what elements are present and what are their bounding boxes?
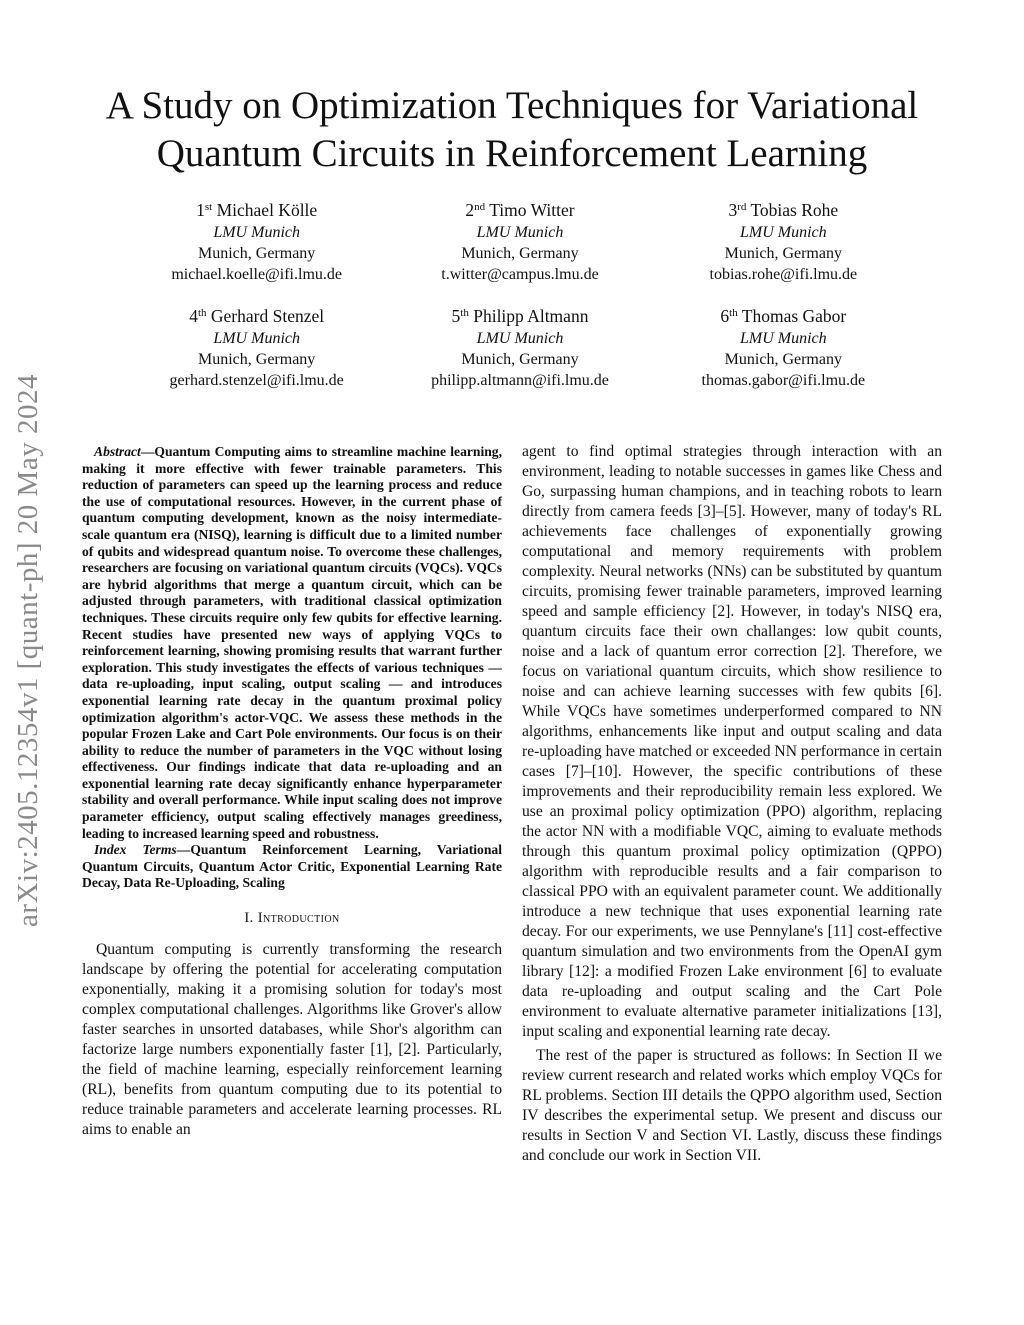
author-2-name: Timo Witter <box>489 200 575 220</box>
author-5-affiliation: LMU Munich <box>476 330 564 347</box>
author-2-sup: nd <box>474 201 486 213</box>
author-2-affiliation: LMU Munich <box>476 224 564 241</box>
author-3-name: Tobias Rohe <box>750 200 839 220</box>
author-4-location: Munich, Germany <box>198 351 316 368</box>
author-3-location: Munich, Germany <box>724 245 842 262</box>
author-4-affiliation: LMU Munich <box>213 330 300 347</box>
author-4-sup: th <box>197 307 207 319</box>
author-3 <box>652 198 915 285</box>
author-1-sup: st <box>204 201 213 213</box>
left-column <box>82 444 502 1140</box>
intro-paragraph-2: agent to find optimal strategies through interaction with an environment, leading to notable successes in games like Chess and Go, surpassing human champions, and in teaching robots to learn directly from camera feeds [3]–[5]. However, many of today's RL achievements face challenges of exponentially growing computational and memory requirements with problem complexity. Neural networks (NNs) can be substituted by quantum circuits, promising fewer trainable parameters, improved learning speed and sample efficiency [2]. However, in today's NISQ era, quantum circuits face their own challanges: low qubit counts, noise and a lack of quantum error correction [2]. Therefore, we focus on variational quantum circuits, which show resilience to noise and can achieve learning successes with few qubits [6]. While VQCs have sometimes underperformed compared to NN algorithms, enhancements like input and output scaling and data re-uploading have matched or exceeded NN performance in certain cases [7]–[10]. However, the specific contributions of these improvements and their reproducibility remain less explored. We use an proximal policy optimization (PPO) algorithm, replacing the actor NN with a modifiable VQC, aiming to evaluate methods through this quantum proximal policy optimization (QPPO) algorithm with reproducible results and a fair comparison to classical PPO with an equivalent parameter count. We additionally introduce a new technique that uses exponential learning rate decay. For our experiments, we use Pennylane's [11] cost-effective quantum simulation and two environments from the OpenAI gym library [12]: a modified Frozen Lake environment [6] to evaluate data re-uploading and output scaling and the Cart Pole environment to evaluate alternative parameter initializations [13], input scaling and exponential learning rate decay. <box>522 443 942 1040</box>
author-1-ord: 1 <box>196 200 205 220</box>
author-1-affiliation: LMU Munich <box>213 224 300 241</box>
arxiv-id-text: arXiv:2405.12354v1 [quant-ph] 20 May 2024 <box>11 373 44 927</box>
abstract-dash: — <box>140 444 155 459</box>
author-5-email: philipp.altmann@ifi.lmu.de <box>431 372 609 389</box>
author-2-ord: 2 <box>465 200 475 220</box>
author-1-email: michael.koelle@ifi.lmu.de <box>171 266 342 283</box>
author-6-email: thomas.gabor@ifi.lmu.de <box>701 372 866 389</box>
author-1-location: Munich, Germany <box>198 245 316 262</box>
author-5-sup: th <box>460 307 469 319</box>
author-6 <box>652 304 915 391</box>
author-5-name: Philipp Altmann <box>473 306 589 326</box>
author-block <box>125 198 915 391</box>
author-2 <box>388 198 651 285</box>
title-line-1: A Study on Optimization Techniques for Variational <box>105 84 919 127</box>
author-4-email: gerhard.stenzel@ifi.lmu.de <box>169 372 344 389</box>
abstract-label: Abstract <box>94 444 141 459</box>
author-6-sup: th <box>729 307 738 319</box>
author-6-location: Munich, Germany <box>724 351 842 368</box>
author-3-sup: rd <box>737 201 747 213</box>
author-1-name: Michael Kölle <box>216 200 318 220</box>
section-title: Introduction <box>257 910 340 927</box>
author-5 <box>388 304 651 391</box>
index-terms-dash: — <box>176 842 191 858</box>
author-3-ord: 3 <box>728 200 738 220</box>
section-number: I. <box>244 910 254 927</box>
author-5-location: Munich, Germany <box>461 351 579 368</box>
author-2-email: t.witter@campus.lmu.de <box>441 266 599 283</box>
author-3-affiliation: LMU Munich <box>740 224 827 241</box>
intro-paragraph-1: Quantum computing is currently transforming the research landscape by offering the potential for accelerating computation exponentially, making it a promising solution for today's most complex computational challenges. Algorithms like Grover's allow faster searches in unsorted databases, while Shor's algorithm can factorize large numbers exponentially faster [1], [2]. Particularly, the field of machine learning, especially reinforcement learning (RL), benefits from quantum computing due to its potential to reduce trainable parameters and accelerate learning processes. RL aims to enable an <box>82 941 502 1139</box>
intro-paragraph-3: The rest of the paper is structured as follows: In Section II we review current research and related works which employ VQCs for RL problems. Section III details the QPPO algorithm used, Section IV describes the experimental setup. We present and discuss our results in Section V and Section VI. Lastly, discuss these findings and conclude our work in Section VII. <box>522 1047 942 1164</box>
author-6-name: Thomas Gabor <box>741 306 847 326</box>
right-column <box>522 442 942 1166</box>
author-4-ord: 4 <box>189 306 198 326</box>
paper-title <box>60 82 964 178</box>
author-4-name: Gerhard Stenzel <box>210 306 325 326</box>
author-2-location: Munich, Germany <box>461 245 579 262</box>
abstract-text: Quantum Computing aims to streamline machine learning, making it more effective with fewer trainable parameters. This reduction of parameters can speed up the learning process and reduce the use of computational resources. However, in the current phase of quantum computing development, known as the noisy intermediate-scale quantum era (NISQ), learning is difficult due to a limited number of qubits and widespread quantum noise. To overcome these challenges, researchers are focusing on variational quantum circuits (VQCs). VQCs are hybrid algorithms that merge a quantum circuit, which can be adjusted through parameters, with traditional classical optimization techniques. These circuits require only few qubits for effective learning. Recent studies have presented new ways of applying VQCs to reinforcement learning, showing promising results that warrant further exploration. This study investigates the effects of various techniques — data re-uploading, input scaling, output scaling — and introduces exponential learning rate decay in the quantum proximal policy optimization algorithm's actor-VQC. We assess these methods in the popular Frozen Lake and Cart Pole environments. Our focus is on their ability to reduce the number of parameters in the VQC without losing effectiveness. Our findings indicate that data re-uploading and an exponential learning rate decay significantly enhance hyperparameter stability and overall performance. While input scaling does not improve parameter efficiency, output scaling effectively manages greediness, leading to increased learning speed and robustness. <box>82 444 502 841</box>
abstract <box>82 444 502 842</box>
index-terms-text: Quantum Reinforcement Learning, Variational Quantum Circuits, Quantum Actor Critic, Exponential Learning Rate Decay, Data Re-Uploading, Scaling <box>82 842 502 891</box>
arxiv-identifier-stamp <box>6 330 50 970</box>
author-4 <box>125 304 388 391</box>
section-heading-introduction <box>82 910 502 927</box>
author-1 <box>125 198 388 285</box>
author-3-email: tobias.rohe@ifi.lmu.de <box>709 266 858 283</box>
author-6-ord: 6 <box>720 306 730 326</box>
index-terms <box>82 842 502 892</box>
title-line-2: Quantum Circuits in Reinforcement Learning <box>156 132 868 175</box>
author-6-affiliation: LMU Munich <box>740 330 827 347</box>
author-5-ord: 5 <box>451 306 461 326</box>
index-terms-label: Index Terms <box>94 842 177 858</box>
